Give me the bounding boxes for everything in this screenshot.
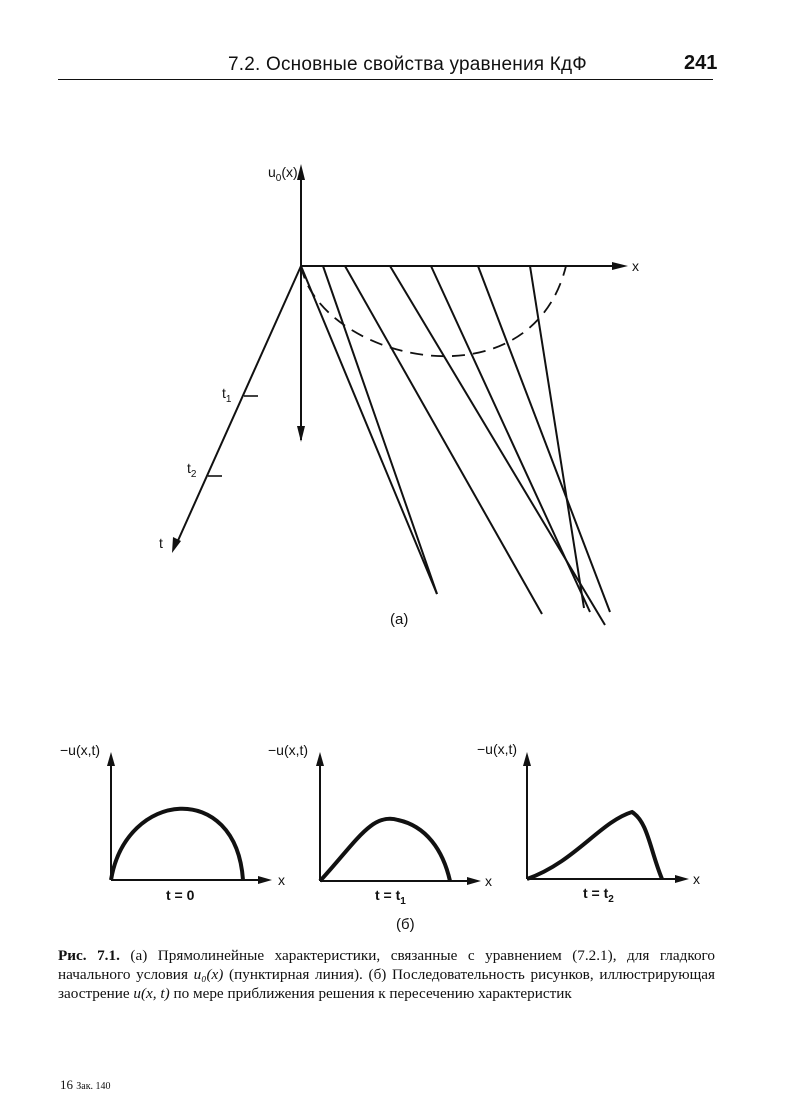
xlabel: x <box>485 873 492 889</box>
t-axis <box>176 266 301 545</box>
characteristic-line <box>478 266 610 612</box>
axis-arrow <box>316 752 324 766</box>
profile-curve-t0 <box>111 809 243 880</box>
ylabel: −u(x,t) <box>268 742 309 758</box>
panel-b-label: (б) <box>396 916 415 933</box>
time-label: $t = t_2$ <box>583 885 614 905</box>
printer-signature <box>60 1077 111 1093</box>
xlabel: x <box>693 871 700 887</box>
characteristic-line <box>301 266 437 594</box>
figure-b-panel-3 <box>477 741 700 905</box>
figure-a-characteristics <box>172 164 628 625</box>
page-number: 241 <box>684 52 718 74</box>
figure-b-panel-1 <box>60 742 285 903</box>
profile-curve-t2 <box>527 812 662 879</box>
characteristic-line <box>530 266 584 608</box>
y-axis-label: $u_0(x)$ <box>268 164 298 184</box>
axis-arrow <box>107 752 115 766</box>
time-label: t = 0 <box>166 887 195 903</box>
initial-condition-dashed-curve <box>301 266 566 356</box>
axis-arrow <box>523 752 531 766</box>
characteristic-line <box>345 266 542 614</box>
tick-t2-label: $t_2$ <box>187 460 197 480</box>
caption-label: Рис. 7.1. <box>58 947 120 964</box>
caption-text: (пунктирная линия). (б) Последовательность рисунков, иллюстрирующая заострение <box>58 966 715 1002</box>
tick-t1-label: $t_1$ <box>222 385 232 405</box>
time-label: $t = t_1$ <box>375 887 406 907</box>
caption-text: (а) Прямолинейные характеристики, связанные с уравнением (7.2.1), для гладкого начального условия <box>58 947 715 983</box>
axis-arrow <box>258 876 272 884</box>
x-axis-label: x <box>632 258 639 274</box>
axis-arrow <box>675 875 689 883</box>
x-axis-arrow <box>612 262 628 270</box>
order-note: Зак. 140 <box>76 1081 111 1092</box>
figure-b-panel-2 <box>268 742 492 907</box>
t-axis-arrow <box>172 537 181 553</box>
running-title: 7.2. Основные свойства уравнения КдФ <box>228 54 587 75</box>
panel-a-label: (а) <box>390 611 409 628</box>
caption-math: u₀(x) <box>193 966 224 983</box>
xlabel: x <box>278 872 285 888</box>
y-axis-arrow-down <box>297 426 305 442</box>
figure-caption <box>58 946 715 1003</box>
caption-text: по мере приближения решения к пересечению характеристик <box>169 985 572 1002</box>
ylabel: −u(x,t) <box>60 742 101 758</box>
caption-math: u(x, t) <box>133 985 170 1002</box>
y-axis-arrow-up <box>297 164 305 180</box>
axis-arrow <box>467 877 481 885</box>
profile-curve-t1 <box>320 819 450 881</box>
ylabel: −u(x,t) <box>477 741 518 757</box>
t-axis-label: t <box>159 535 163 551</box>
signature-number: 16 <box>60 1077 73 1092</box>
